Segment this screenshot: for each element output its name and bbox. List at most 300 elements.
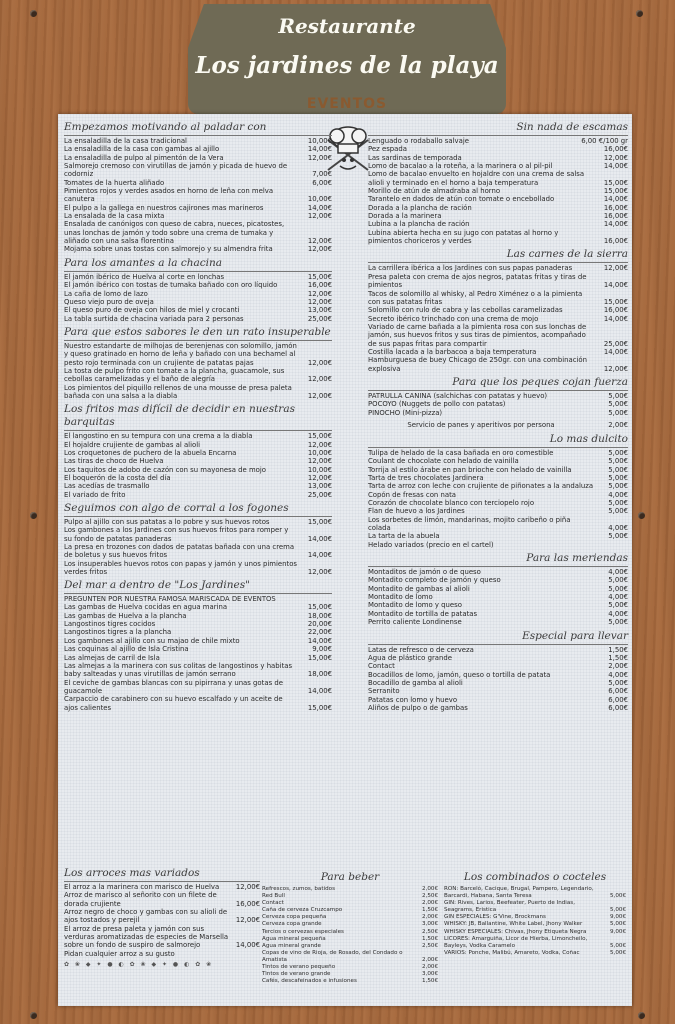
item-name: Montadito de lomo — [368, 593, 433, 602]
menu-item — [262, 964, 438, 971]
menu-item — [368, 532, 628, 540]
service-note — [368, 421, 628, 430]
item-name: Lubina abierta hecha en su jugo con patatas al horno y pimientos choriceros y verdes — [368, 228, 559, 246]
menu-item — [368, 618, 628, 626]
sign-title-restaurante: Restaurante — [278, 14, 416, 38]
item-price: 5,00€ — [608, 507, 628, 516]
menu-item — [368, 273, 628, 290]
item-price: 10,00€ — [307, 195, 332, 204]
item-price: 5,00€ — [609, 942, 626, 949]
item-name: Cafés, descafeinados e infusiones — [262, 978, 357, 985]
item-name: Variado de carne bañada a la pimienta rosa con sus lonchas de jamón, sus huevos fritos y sus tiras de pimientos, acompañado de sus papas fritas para compartir — [368, 322, 587, 348]
item-price: 1,50€ — [421, 978, 438, 985]
item-price: 1,50€ — [421, 935, 438, 942]
item-name: Cerveza copa pequeña — [262, 914, 327, 921]
item-price: 16,00€ — [307, 281, 332, 290]
board-bolt — [638, 1012, 645, 1019]
section-title: Sin nada de escamas — [368, 121, 628, 136]
item-price: 14,00€ — [603, 195, 628, 204]
item-price: 4,00€ — [608, 490, 628, 499]
menu-item — [64, 367, 332, 384]
item-name: Corazón de chocolate blanco con terciopelo rojo — [368, 499, 535, 508]
item-price: 16,00€ — [235, 899, 260, 908]
menu-item — [368, 145, 628, 153]
item-name: Latas de refresco o de cerveza — [368, 645, 474, 654]
sign-title-name: Los jardines de la playa — [195, 52, 499, 79]
item-name: La tarta de la abuela — [368, 532, 440, 541]
item-price: 6,00€ — [608, 703, 628, 712]
item-name: Tulipa de helado de la casa bañada en oro comestible — [368, 448, 554, 457]
menu-item — [444, 936, 626, 950]
item-price: 15,00€ — [307, 653, 332, 662]
menu-item — [368, 356, 628, 373]
item-name: Coulant de chocolate con helado de vainilla — [368, 457, 519, 466]
item-price: 12,00€ — [307, 391, 332, 400]
menu-item — [64, 466, 332, 474]
menu-item — [64, 441, 332, 449]
item-price: 5,00€ — [608, 457, 628, 466]
item-name: Los croquetones de puchero de la abuela Encarna — [64, 448, 237, 457]
drinks-section — [262, 868, 438, 985]
item-price: 5,00€ — [608, 448, 628, 457]
menu-item — [262, 886, 438, 893]
item-name: Perrito caliente Londinense — [368, 618, 462, 627]
item-price: 12,00€ — [307, 237, 332, 246]
menu-item — [368, 195, 628, 203]
menu-item — [444, 886, 626, 900]
item-name: Montadito de lomo y queso — [368, 601, 462, 610]
menu-item — [368, 392, 628, 400]
menu-item — [368, 400, 628, 408]
item-price: 3,00€ — [421, 971, 438, 978]
menu-item — [368, 654, 628, 662]
item-price: 3,00€ — [421, 921, 438, 928]
menu-item — [368, 170, 628, 187]
item-name: Lubina a la plancha de ración — [368, 220, 470, 229]
menu-item — [64, 154, 332, 162]
item-price: 14,00€ — [307, 534, 332, 543]
item-price: 6,00€ — [608, 695, 628, 704]
menu-sheet — [58, 114, 632, 1006]
menu-item — [64, 560, 332, 577]
item-price: 18,00€ — [307, 670, 332, 679]
menu-item — [368, 482, 628, 490]
menu-item — [64, 925, 260, 950]
item-price: 5,00€ — [608, 465, 628, 474]
menu-item — [64, 637, 332, 645]
item-price: 12,00€ — [235, 883, 260, 891]
item-name: La ensalada de la casa mixta — [64, 212, 165, 221]
menu-item — [262, 914, 438, 921]
menu-item — [64, 273, 332, 281]
item-price: 13,00€ — [307, 482, 332, 491]
item-name: RON: Barceló, Cacique, Brugal, Pampero, Legendario, Barcardi, Habana, Santa Teresa — [444, 886, 594, 900]
menu-item — [368, 306, 628, 314]
menu-item — [64, 281, 332, 289]
item-price: 5,00€ — [608, 532, 628, 541]
menu-item — [444, 950, 626, 957]
item-name: WHISKY ESPECIALES: Chivas, Jhony Etiqueta Negra — [444, 928, 587, 935]
item-name: GIN ESPECIALES: G'Vine, Brockmans — [444, 914, 546, 921]
menu-item — [262, 936, 438, 943]
item-name: Agua mineral grande — [262, 942, 321, 949]
item-price: 15,00€ — [307, 272, 332, 281]
item-name: Tarta de tres chocolates Jardinera — [368, 474, 484, 482]
section-title: Seguimos con algo de corral a los fogones — [64, 502, 332, 517]
item-name: VARIOS: Ponche, Malibú, Amareto, Vodka, Coñac — [444, 949, 580, 956]
item-name: Mojama sobre unas tostas con salmorejo y su almendra frita — [64, 245, 273, 254]
item-name: Los sorbetes de limón, mandarinas, mojito caribeño o piña colada — [368, 515, 571, 533]
allergen-icons: ✿ ❀ ◆ ✦ ● ◐ ✿ ❀ ◆ ✦ ● ◐ ✿ ❀ — [64, 961, 214, 969]
item-price: 14,00€ — [603, 162, 628, 171]
menu-item — [368, 162, 628, 170]
item-name: Agua de plástico grande — [368, 653, 452, 662]
menu-item — [64, 695, 332, 712]
item-name: Bocadillo de gamba al alioli — [368, 678, 463, 687]
item-price: 15,00€ — [307, 518, 332, 527]
item-price: 12,00€ — [307, 358, 332, 367]
item-name: Ensalada de canónigos con queso de cabra, nueces, picatostes, unas lonchas de jamón y todo sobre una crema de tumaka y aliñado con una salsa florentina — [64, 220, 285, 246]
menu-item — [368, 568, 628, 576]
item-price: 25,00€ — [307, 314, 332, 323]
item-name: PATRULLA CANINA (salchichas con patatas y huevo) — [368, 391, 548, 400]
item-name: Bocadillos de lomo, jamón, queso o tortilla de patata — [368, 670, 551, 679]
item-price: 4,00€ — [608, 524, 628, 533]
menu-item — [64, 518, 332, 526]
item-name: Tarantelo en dados de atún con tomate o encebollado — [368, 195, 555, 204]
item-price: 1,50€ — [421, 907, 438, 914]
menu-item — [368, 290, 628, 307]
menu-item — [64, 137, 332, 145]
board-bolt — [30, 10, 37, 17]
item-name: La ensaladilla de la casa con gambas al ajillo — [64, 145, 220, 154]
item-price: 14,00€ — [603, 347, 628, 356]
section-title: Del mar a dentro de "Los Jardines" — [64, 579, 332, 594]
item-name: Flan de huevo a los Jardines — [368, 507, 465, 516]
item-price: 12,00€ — [307, 297, 332, 306]
item-name: La carrillera ibérica a los Jardines con sus papas panaderas — [368, 264, 573, 273]
menu-item — [368, 323, 628, 348]
menu-item — [368, 348, 628, 356]
item-name: Torrija al estilo árabe en pan brioche con helado de vainilla — [368, 465, 572, 474]
section-title: Para beber — [320, 871, 380, 883]
menu-item — [368, 499, 628, 507]
menu-item — [64, 315, 332, 323]
menu-item — [262, 950, 438, 964]
menu-item — [444, 900, 626, 914]
item-price: 1,50€ — [608, 645, 628, 654]
menu-item — [64, 449, 332, 457]
item-price: 6,00 €/100 gr — [581, 137, 628, 145]
item-name: POCOYO (Nuggets de pollo con patatas) — [368, 400, 506, 409]
item-name: Tacos de solomillo al whisky, al Pedro Ximénez o a la pimienta con sus patatas fritas — [368, 289, 583, 306]
item-name: Helado variados (precio en el cartel) — [368, 540, 494, 549]
item-name: Solomillo con rulo de cabra y las cebollas caramelizadas — [368, 306, 563, 315]
item-name: Caña de cerveza Cruzcampo — [262, 907, 343, 914]
item-price: 4,00€ — [608, 609, 628, 618]
item-name: Pulpo al ajillo con sus patatas a lo pobre y sus huevos rotos — [64, 518, 270, 527]
item-name: El jamón ibérico de Huelva al corte en lonchas — [64, 272, 225, 281]
item-name: Los pimientos del piquillo rellenos de una mousse de presa paleta bañada con una salsa a la diabla — [64, 383, 292, 400]
menu-item — [368, 662, 628, 670]
item-name: Las coquinas al ajillo de Isla Cristina — [64, 645, 189, 654]
menu-item — [262, 929, 438, 936]
menu-item — [64, 298, 332, 306]
menu-item — [368, 187, 628, 195]
menu-item — [64, 645, 332, 653]
item-name: Contact — [262, 900, 284, 907]
menu-item — [368, 212, 628, 220]
menu-item — [368, 507, 628, 515]
item-name: Nuestro estandarte de milhojas de berenjenas con solomillo, jamón y queso gratinado en horno de leña y bañado con una bechamel al pesto rojo terminada con un crujiente de patatas pajas — [64, 341, 297, 367]
item-price: 9,00€ — [609, 928, 626, 935]
item-price: 25,00€ — [307, 490, 332, 499]
item-price: 12,00€ — [235, 916, 260, 925]
item-price: 12,00€ — [307, 245, 332, 254]
combos-section — [444, 868, 626, 957]
menu-item — [64, 908, 260, 925]
item-name: Queso viejo puro de oveja — [64, 297, 154, 306]
board-bolt — [636, 10, 643, 17]
item-name: El arroz de presa paleta y jamón con sus verduras aromatizadas de especies de Marsella sobre un fondo de suspiro de salmorejo — [64, 924, 229, 950]
menu-item — [64, 654, 332, 662]
item-price: 5,00€ — [609, 921, 626, 928]
item-price: 14,00€ — [307, 636, 332, 645]
menu-item — [368, 696, 628, 704]
item-name: Los gambones al ajillo con su majao de chile mixto — [64, 636, 240, 645]
item-price: 12,00€ — [307, 457, 332, 466]
menu-item — [368, 541, 628, 549]
item-name: Red Bull — [262, 893, 285, 900]
board-bolt — [638, 512, 645, 519]
item-price: 16,00€ — [603, 212, 628, 221]
board-bolt — [30, 512, 37, 519]
menu-item — [368, 457, 628, 465]
item-price: 12,00€ — [307, 153, 332, 162]
item-name: Las tiras de choco de Huelva — [64, 457, 164, 466]
menu-item — [444, 921, 626, 928]
item-name: La tabla surtida de chacina variada para 2 personas — [64, 314, 244, 323]
item-price: 5,00€ — [608, 601, 628, 610]
item-price: 16,00€ — [603, 237, 628, 246]
rice-section — [64, 864, 260, 968]
menu-item — [64, 628, 332, 636]
menu-item — [64, 290, 332, 298]
item-price: 12,00€ — [603, 153, 628, 162]
item-price: 10,00€ — [307, 448, 332, 457]
menu-item — [368, 466, 628, 474]
section-title: Para las meriendas — [368, 552, 628, 567]
item-price: 14,00€ — [307, 686, 332, 695]
item-price: 14,00€ — [307, 551, 332, 560]
item-price: 12,00€ — [603, 264, 628, 273]
item-price: 5,00€ — [609, 907, 626, 914]
item-name: Tomates de la huerta aliñado — [64, 178, 165, 187]
menu-item — [64, 474, 332, 482]
menu-item — [368, 204, 628, 212]
item-price: 12,00€ — [603, 364, 628, 373]
item-price: 18,00€ — [307, 611, 332, 620]
service-note-price: 2,00€ — [608, 420, 628, 429]
menu-item — [64, 384, 332, 401]
section-title: Los combinados o cocteles — [463, 871, 607, 883]
item-name: Montadito de gambas al alioli — [368, 584, 470, 593]
item-name: Presa paleta con crema de ajos negros, patatas fritas y tiras de pimientos — [368, 272, 587, 290]
item-price: 12,00€ — [307, 568, 332, 577]
item-price: 2,00€ — [421, 914, 438, 921]
item-name: Costilla lacada a la barbacoa a baja temperatura — [368, 347, 537, 356]
menu-item — [64, 891, 260, 908]
item-name: Dorada a la marinera — [368, 212, 442, 221]
item-name: Carpaccio de carabinero con su huevo escalfado y un aceite de ajos calientes — [64, 695, 283, 712]
menu-item — [262, 893, 438, 900]
left-column — [64, 118, 332, 712]
item-name: Los taquitos de adobo de cazón con su mayonesa de mojo — [64, 465, 267, 474]
menu-item — [368, 610, 628, 618]
section-title: Para los amantes a la chacina — [64, 257, 332, 272]
menu-item — [262, 978, 438, 985]
menu-item — [368, 687, 628, 695]
menu-item — [64, 950, 260, 958]
item-name: Dorada a la plancha de ración — [368, 203, 472, 212]
item-price: 1,50€ — [608, 653, 628, 662]
item-price: 14,00€ — [307, 145, 332, 154]
menu-item — [64, 220, 332, 245]
item-name: WHISKY: JB, Ballantine, White Label, Jhony Walker — [444, 921, 583, 928]
item-price: 15,00€ — [603, 297, 628, 306]
item-name: Las almejas de carril de Isla — [64, 653, 160, 662]
item-name: El queso puro de oveja con hilos de miel y crocanti — [64, 306, 240, 315]
item-name: Arroz de marisco al señorito con un filete de dorada crujiente — [64, 891, 217, 908]
item-price: 12,00€ — [307, 375, 332, 384]
menu-item — [368, 449, 628, 457]
item-name: Agua mineral pequeña — [262, 935, 326, 942]
item-name: Salmorejo cremoso con virutillas de jamón y picada de huevo de codorniz — [64, 162, 288, 179]
menu-item — [64, 662, 332, 679]
menu-item — [368, 220, 628, 228]
menu-item — [64, 342, 332, 367]
item-name: Montadito de tortilla de patatas — [368, 609, 478, 618]
menu-item — [64, 187, 332, 204]
item-price: 14,00€ — [235, 941, 260, 950]
menu-item — [368, 474, 628, 482]
section-title: Para que estos sabores le den un rato insuperable — [64, 326, 332, 341]
item-name: Las gambas de Huelva a la plancha — [64, 611, 187, 620]
item-price: 5,00€ — [608, 482, 628, 491]
item-name: Lomo de bacalao a la roteña, a la marinera o al pil-pil — [368, 162, 553, 171]
item-price: 4,00€ — [608, 670, 628, 679]
item-name: Langostinos tigres a la plancha — [64, 628, 172, 637]
item-name: LICORES: Amarguiña, Licor de Hierba, Limoncheilo, Bayleys, Vodka Caramelo — [444, 935, 588, 949]
menu-item — [64, 620, 332, 628]
item-name: Tarta de arroz con leche con crujiente de piñonates a la andaluza — [368, 482, 594, 491]
menu-item — [64, 432, 332, 440]
item-name: Secreto ibérico trinchado con una crema de mojo — [368, 314, 539, 323]
item-price: 9,00€ — [312, 645, 332, 654]
menu-item — [262, 900, 438, 907]
menu-item — [64, 603, 332, 611]
menu-item — [368, 229, 628, 246]
menu-item — [368, 585, 628, 593]
item-price: 10,00€ — [307, 465, 332, 474]
item-name: Serranito — [368, 687, 400, 696]
menu-item — [64, 245, 332, 253]
section-title: Los fritos mas difícil de decidir en nuestras barquitas — [64, 403, 332, 431]
menu-item — [262, 907, 438, 914]
item-price: 2,00€ — [608, 662, 628, 671]
item-name: Los insuperables huevos rotos con papas y jamón y unos pimientos verdes fritos — [64, 559, 298, 577]
section-title: Las carnes de la sierra — [368, 248, 628, 263]
item-price: 25,00€ — [603, 339, 628, 348]
menu-item — [368, 315, 628, 323]
item-price: 16,00€ — [603, 203, 628, 212]
item-name: Pez espada — [368, 145, 407, 154]
item-price: 14,00€ — [603, 314, 628, 323]
item-name: Tintos de verano pequeño — [262, 964, 336, 971]
item-name: Tercios o cervezas especiales — [262, 928, 344, 935]
item-price: 12,00€ — [307, 289, 332, 298]
menu-item — [64, 179, 332, 187]
menu-item — [444, 914, 626, 921]
board-bolt — [30, 1012, 37, 1019]
menu-item — [368, 593, 628, 601]
item-price: 15,00€ — [307, 703, 332, 712]
section-title: Los arroces mas variados — [64, 867, 260, 882]
item-name: Montaditos de jamón o de queso — [368, 568, 481, 577]
item-price: 15,00€ — [307, 432, 332, 441]
item-price: 15,00€ — [307, 603, 332, 612]
item-price: 2,50€ — [421, 893, 438, 900]
item-name: Pidan cualquier arroz a su gusto — [64, 949, 175, 958]
item-price: 5,00€ — [609, 893, 626, 900]
item-name: Langostinos tigres cocidos — [64, 620, 156, 629]
menu-item — [262, 921, 438, 928]
menu-item — [64, 457, 332, 465]
item-price: 5,00€ — [608, 678, 628, 687]
item-name: Aliños de pulpo o de gambas — [368, 703, 468, 712]
menu-item — [368, 646, 628, 654]
item-price: 4,00€ — [608, 593, 628, 602]
section-title: Empezamos motivando al paladar con — [64, 121, 332, 136]
item-price: 2,50€ — [421, 942, 438, 949]
item-name: La ensaladilla de la casa tradicional — [64, 137, 187, 145]
item-name: Lomo de bacalao envuelto en hojaldre con una crema de salsa alioli y terminado en el horno a baja temperatura — [368, 170, 585, 187]
item-price: 4,00€ — [608, 568, 628, 577]
item-price: 6,00€ — [608, 687, 628, 696]
item-price: 2,00€ — [421, 886, 438, 892]
item-price: 2,50€ — [421, 928, 438, 935]
sign-events-label: EVENTOS — [306, 96, 388, 112]
item-price: 5,00€ — [608, 400, 628, 409]
item-name: Tintos de verano grande — [262, 971, 331, 978]
item-price: 2,00€ — [421, 964, 438, 971]
menu-item — [64, 491, 332, 499]
item-price: 12,00€ — [307, 212, 332, 221]
item-price: 5,00€ — [609, 949, 626, 956]
menu-item — [368, 154, 628, 162]
item-price: 16,00€ — [603, 145, 628, 154]
item-name: Morillo de atún de almadraba al horno — [368, 187, 501, 196]
item-price: 22,00€ — [307, 628, 332, 637]
menu-item — [444, 929, 626, 936]
menu-item — [64, 679, 332, 696]
item-name: Las acedías de trasmallo — [64, 482, 150, 491]
menu-item — [368, 516, 628, 533]
item-price: 15,00€ — [603, 178, 628, 187]
section-title: Para que los peques cojan fuerza — [368, 376, 628, 391]
menu-item — [368, 409, 628, 417]
item-name: La presa en trozones con dados de patatas bañada con una crema de boletus y sus huevos fritos — [64, 543, 295, 560]
